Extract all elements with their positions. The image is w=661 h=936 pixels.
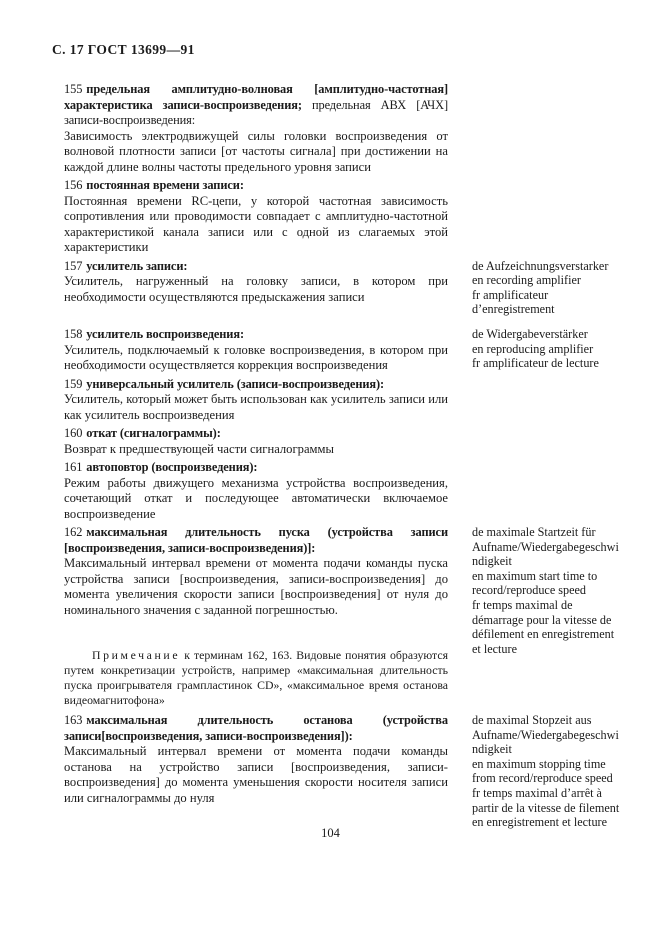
term-heading [64,525,448,556]
term-title: усилитель записи: [86,258,188,273]
term-translations [472,525,620,656]
term-entry-157 [64,258,609,317]
term-entry-156 [64,178,448,256]
term-entry-160 [64,426,448,457]
term-heading [64,377,448,393]
translation-line-en: en reproducing amplifier [472,341,594,356]
term-title: предельная амплитудно-волновая [амплитудно-частотная] характеристика записи-воспроизведения; [64,82,448,112]
term-entry-161 [64,460,448,522]
term-entry-155 [64,82,448,175]
term-definition: Максимальный интервал времени от момента подачи команды останова на устройство записи [воспроизведения, записи-воспроизведения] до момента уменьшения скорости носителя записи или сигналограммы до нуля [64,744,448,805]
translation-line-fr: fr amplificateur de lecture [472,356,599,371]
term-number: 161 [64,460,83,474]
translation-line-en: en maximum stopping time from record/reproduce speed [472,756,613,786]
term-number: 160 [64,426,83,440]
term-number: 156 [64,178,83,192]
term-title: универсальный усилитель (записи-воспроизведения): [86,376,385,391]
translation-line-fr: fr temps maximal d’arrêt à partir de la vitesse de filement en enregistrement et lecture [472,785,620,830]
term-title: автоповтор (воспроизведения): [86,460,258,474]
term-heading [64,426,448,442]
translation-line-de: de maximale Startzeit für Aufname/Wiedergabegeschwindigkeit [472,525,619,569]
note-paragraph [64,648,448,708]
term-definition: Зависимость электродвижущей силы головки воспроизведения от волновой плотности записи [от частоты сигнала] при достижении на каждой длине волны частоты предельного уровня записи [64,128,448,174]
term-definition: Усилитель, нагруженный на головку записи, в котором при необходимости осуществляются предыскажения записи [64,274,448,304]
term-title: постоянная времени записи: [86,178,244,192]
term-definition: Усилитель, подключаемый к головке воспроизведения, в котором при необходимости осуществляется коррекция воспроизведения [64,342,448,372]
translation-line-de: de Widergabeverstärker [472,327,588,341]
term-number: 157 [64,258,83,273]
term-heading [64,460,448,476]
term-title: максимальная длительность пуска (устройства записи [воспроизведения, записи-воспроизведения)]: [64,525,448,555]
term-number: 155 [64,82,83,96]
term-translations [472,259,620,317]
page-header: С. 17 ГОСТ 13699—91 [52,42,195,57]
term-number: 158 [64,327,83,341]
terms-column [64,78,620,830]
term-definition: Постоянная времени RC-цепи, у которой частотная зависимость сопротивления или проводимости совпадает с амплитудно-частотной характеристикой канала записи или с одной из слагаемых этой характеристики [64,193,448,254]
term-entry-158 [64,327,599,374]
translation-line-en: en recording amplifier [472,273,581,288]
term-translations [472,327,620,371]
term-definition: Максимальный интервал времени от момента подачи команды пуска устройства записи [воспроизведения, записи-воспроизведения] до момента увеличения скорости записи [воспроизведения] от нуля до номинального значения с заданной погрешностью. [64,556,448,617]
term-number: 163 [64,713,83,727]
term-number: 162 [64,525,83,539]
term-heading [64,259,448,275]
term-heading [64,82,448,129]
page-number: 104 [321,826,340,840]
term-heading [64,178,448,194]
term-heading [64,327,448,343]
translation-line-de: de Aufzeichnungsverstarker [472,258,609,273]
translation-line-fr: fr amplificateur d’enregistrement [472,287,555,317]
term-heading [64,713,448,744]
term-title: усилитель воспроизведения: [86,327,244,341]
note-text: к терминам 162, 163. Видовые понятия образуются путем конкретизации устройств, например «максимальная длительность пуска проигрывателя грампластинок CD», «максимальное время останова видеомагнитофона» [64,648,448,707]
term-entry-163 [64,713,620,830]
term-title-variant: предельная АВХ [АЧХ] записи-воспроизведения: [64,97,449,127]
translation-line-en: en maximum start time to record/reproduce speed [472,568,598,598]
term-title: откат (сигналограммы): [86,426,221,440]
term-definition: Режим работы движущего механизма устройства воспроизведения, сочетающий откат и последующее автоматически включаемое воспроизведение [64,475,448,521]
term-translations [472,713,620,830]
translation-line-fr: fr temps maximal de démarrage pour la vitesse de défilement en enregistrement et lecture [472,597,615,656]
note-label: Примечание [92,648,181,662]
term-entry-159 [64,377,448,424]
term-title: максимальная длительность останова (устройства записи[воспроизведения, записи-воспроизведения]): [64,713,448,743]
term-definition: Усилитель, который может быть использован как усилитель записи или как усилитель воспроизведения [64,392,448,422]
term-number: 159 [64,376,83,391]
term-definition: Возврат к предшествующей части сигналограммы [64,441,334,456]
translation-line-de: de maximal Stopzeit aus Aufname/Wiedergabegeschwindigkeit [472,713,619,757]
